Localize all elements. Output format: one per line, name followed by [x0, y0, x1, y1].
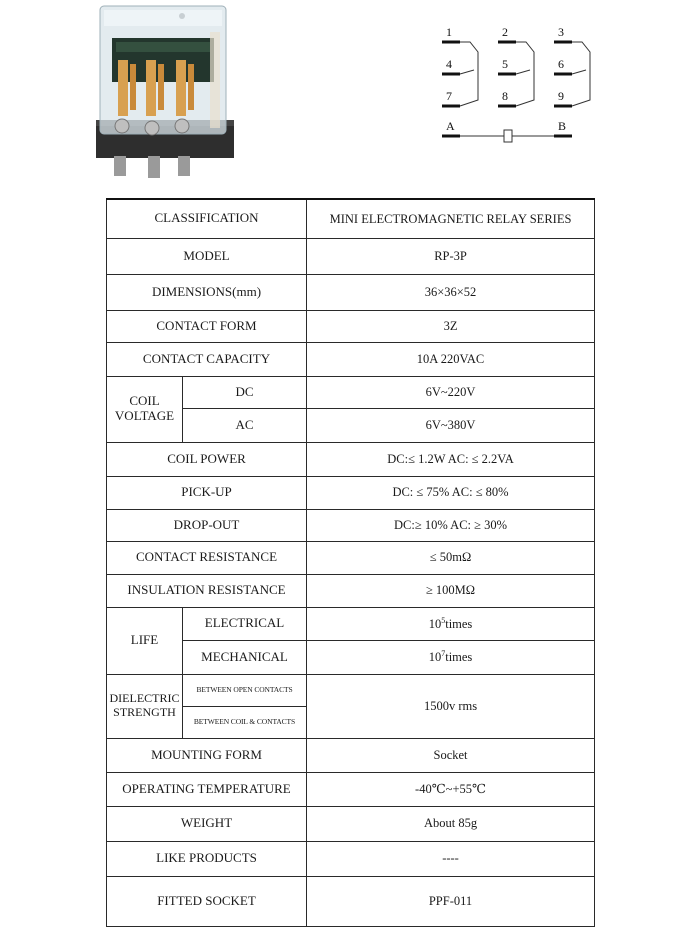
pin-label-7: 7: [446, 89, 452, 103]
coil-label-a: A: [446, 119, 455, 133]
classification-label: CLASSIFICATION: [107, 199, 307, 238]
mounting-form-label: MOUNTING FORM: [107, 738, 307, 772]
drop-out-value: DC:≥ 10% AC: ≥ 30%: [307, 509, 595, 541]
life-mechanical-label: MECHANICAL: [183, 640, 307, 674]
like-products-value: ----: [307, 841, 595, 876]
pin-label-1: 1: [446, 25, 452, 39]
spec-table: [106, 198, 595, 927]
pin-label-3: 3: [558, 25, 564, 39]
coil-power-label: COIL POWER: [107, 442, 307, 476]
insulation-resistance-label: INSULATION RESISTANCE: [107, 574, 307, 607]
row-dimensions: [107, 274, 595, 310]
life-electrical-label: ELECTRICAL: [183, 607, 307, 640]
relay-illustration: [92, 2, 238, 182]
row-mounting-form: [107, 738, 595, 772]
mounting-form-value: Socket: [307, 738, 595, 772]
row-fitted-socket: [107, 876, 595, 926]
row-drop-out: [107, 509, 595, 541]
operating-temperature-value: -40℃~+55℃: [307, 772, 595, 806]
model-value: RP-3P: [307, 238, 595, 274]
weight-label: WEIGHT: [107, 806, 307, 841]
row-coil-voltage-dc: [107, 376, 595, 408]
life-mechanical-value: [307, 640, 595, 674]
contact-resistance-value: ≤ 50mΩ: [307, 541, 595, 574]
dielectric-label: DIELECTRIC STRENGTH: [107, 674, 183, 738]
drop-out-label: DROP-OUT: [107, 509, 307, 541]
row-like-products: [107, 841, 595, 876]
pin-label-5: 5: [502, 57, 508, 71]
row-life-electrical: [107, 607, 595, 640]
row-dielectric-open: [107, 674, 595, 706]
classification-value: MINI ELECTROMAGNETIC RELAY SERIES: [307, 199, 595, 238]
pin-label-9: 9: [558, 89, 564, 103]
dielectric-value: 1500v rms: [307, 674, 595, 738]
dimensions-value: 36×36×52: [307, 274, 595, 310]
dielectric-open-label: BETWEEN OPEN CONTACTS: [183, 674, 307, 706]
model-label: MODEL: [107, 238, 307, 274]
life-electrical-value: [307, 607, 595, 640]
pick-up-label: PICK-UP: [107, 476, 307, 509]
contact-capacity-label: CONTACT CAPACITY: [107, 342, 307, 376]
coil-voltage-dc-value: 6V~220V: [307, 376, 595, 408]
contact-form-label: CONTACT FORM: [107, 310, 307, 342]
pick-up-value: DC: ≤ 75% AC: ≤ 80%: [307, 476, 595, 509]
row-pick-up: [107, 476, 595, 509]
insulation-resistance-value: ≥ 100MΩ: [307, 574, 595, 607]
row-weight: [107, 806, 595, 841]
contact-capacity-value: 10A 220VAC: [307, 342, 595, 376]
like-products-label: LIKE PRODUCTS: [107, 841, 307, 876]
dimensions-label: DIMENSIONS(mm): [107, 274, 307, 310]
life-electrical-base: 10: [428, 616, 442, 631]
pin-label-2: 2: [502, 25, 508, 39]
row-insulation-resistance: [107, 574, 595, 607]
row-classification: [107, 199, 595, 238]
dielectric-coil-label: BETWEEN COIL & CONTACTS: [183, 706, 307, 738]
life-mechanical-base: 10: [428, 650, 442, 665]
fitted-socket-value: PPF-011: [307, 876, 595, 926]
contact-form-value: 3Z: [307, 310, 595, 342]
life-mechanical-unit: times: [445, 650, 473, 665]
pin-schematic: [430, 20, 600, 150]
row-contact-resistance: [107, 541, 595, 574]
life-electrical-unit: times: [445, 616, 473, 631]
relay-photo: [92, 2, 238, 182]
operating-temperature-label: OPERATING TEMPERATURE: [107, 772, 307, 806]
contact-resistance-label: CONTACT RESISTANCE: [107, 541, 307, 574]
coil-power-value: DC:≤ 1.2W AC: ≤ 2.2VA: [307, 442, 595, 476]
life-label: LIFE: [107, 607, 183, 674]
fitted-socket-label: FITTED SOCKET: [107, 876, 307, 926]
pin-label-4: 4: [446, 57, 452, 71]
life-mechanical-exp: 7: [441, 649, 446, 659]
coil-voltage-ac-label: AC: [183, 408, 307, 442]
coil-voltage-ac-value: 6V~380V: [307, 408, 595, 442]
pin-label-8: 8: [502, 89, 508, 103]
row-contact-form: [107, 310, 595, 342]
row-coil-power: [107, 442, 595, 476]
coil-label-b: B: [558, 119, 567, 133]
coil-voltage-dc-label: DC: [183, 376, 307, 408]
coil-voltage-label: COIL VOLTAGE: [107, 376, 183, 442]
row-model: [107, 238, 595, 274]
weight-value: About 85g: [307, 806, 595, 841]
row-contact-capacity: [107, 342, 595, 376]
life-electrical-exp: 5: [441, 615, 446, 625]
row-operating-temperature: [107, 772, 595, 806]
pin-label-6: 6: [558, 57, 564, 71]
pin-diagram: [430, 20, 600, 150]
